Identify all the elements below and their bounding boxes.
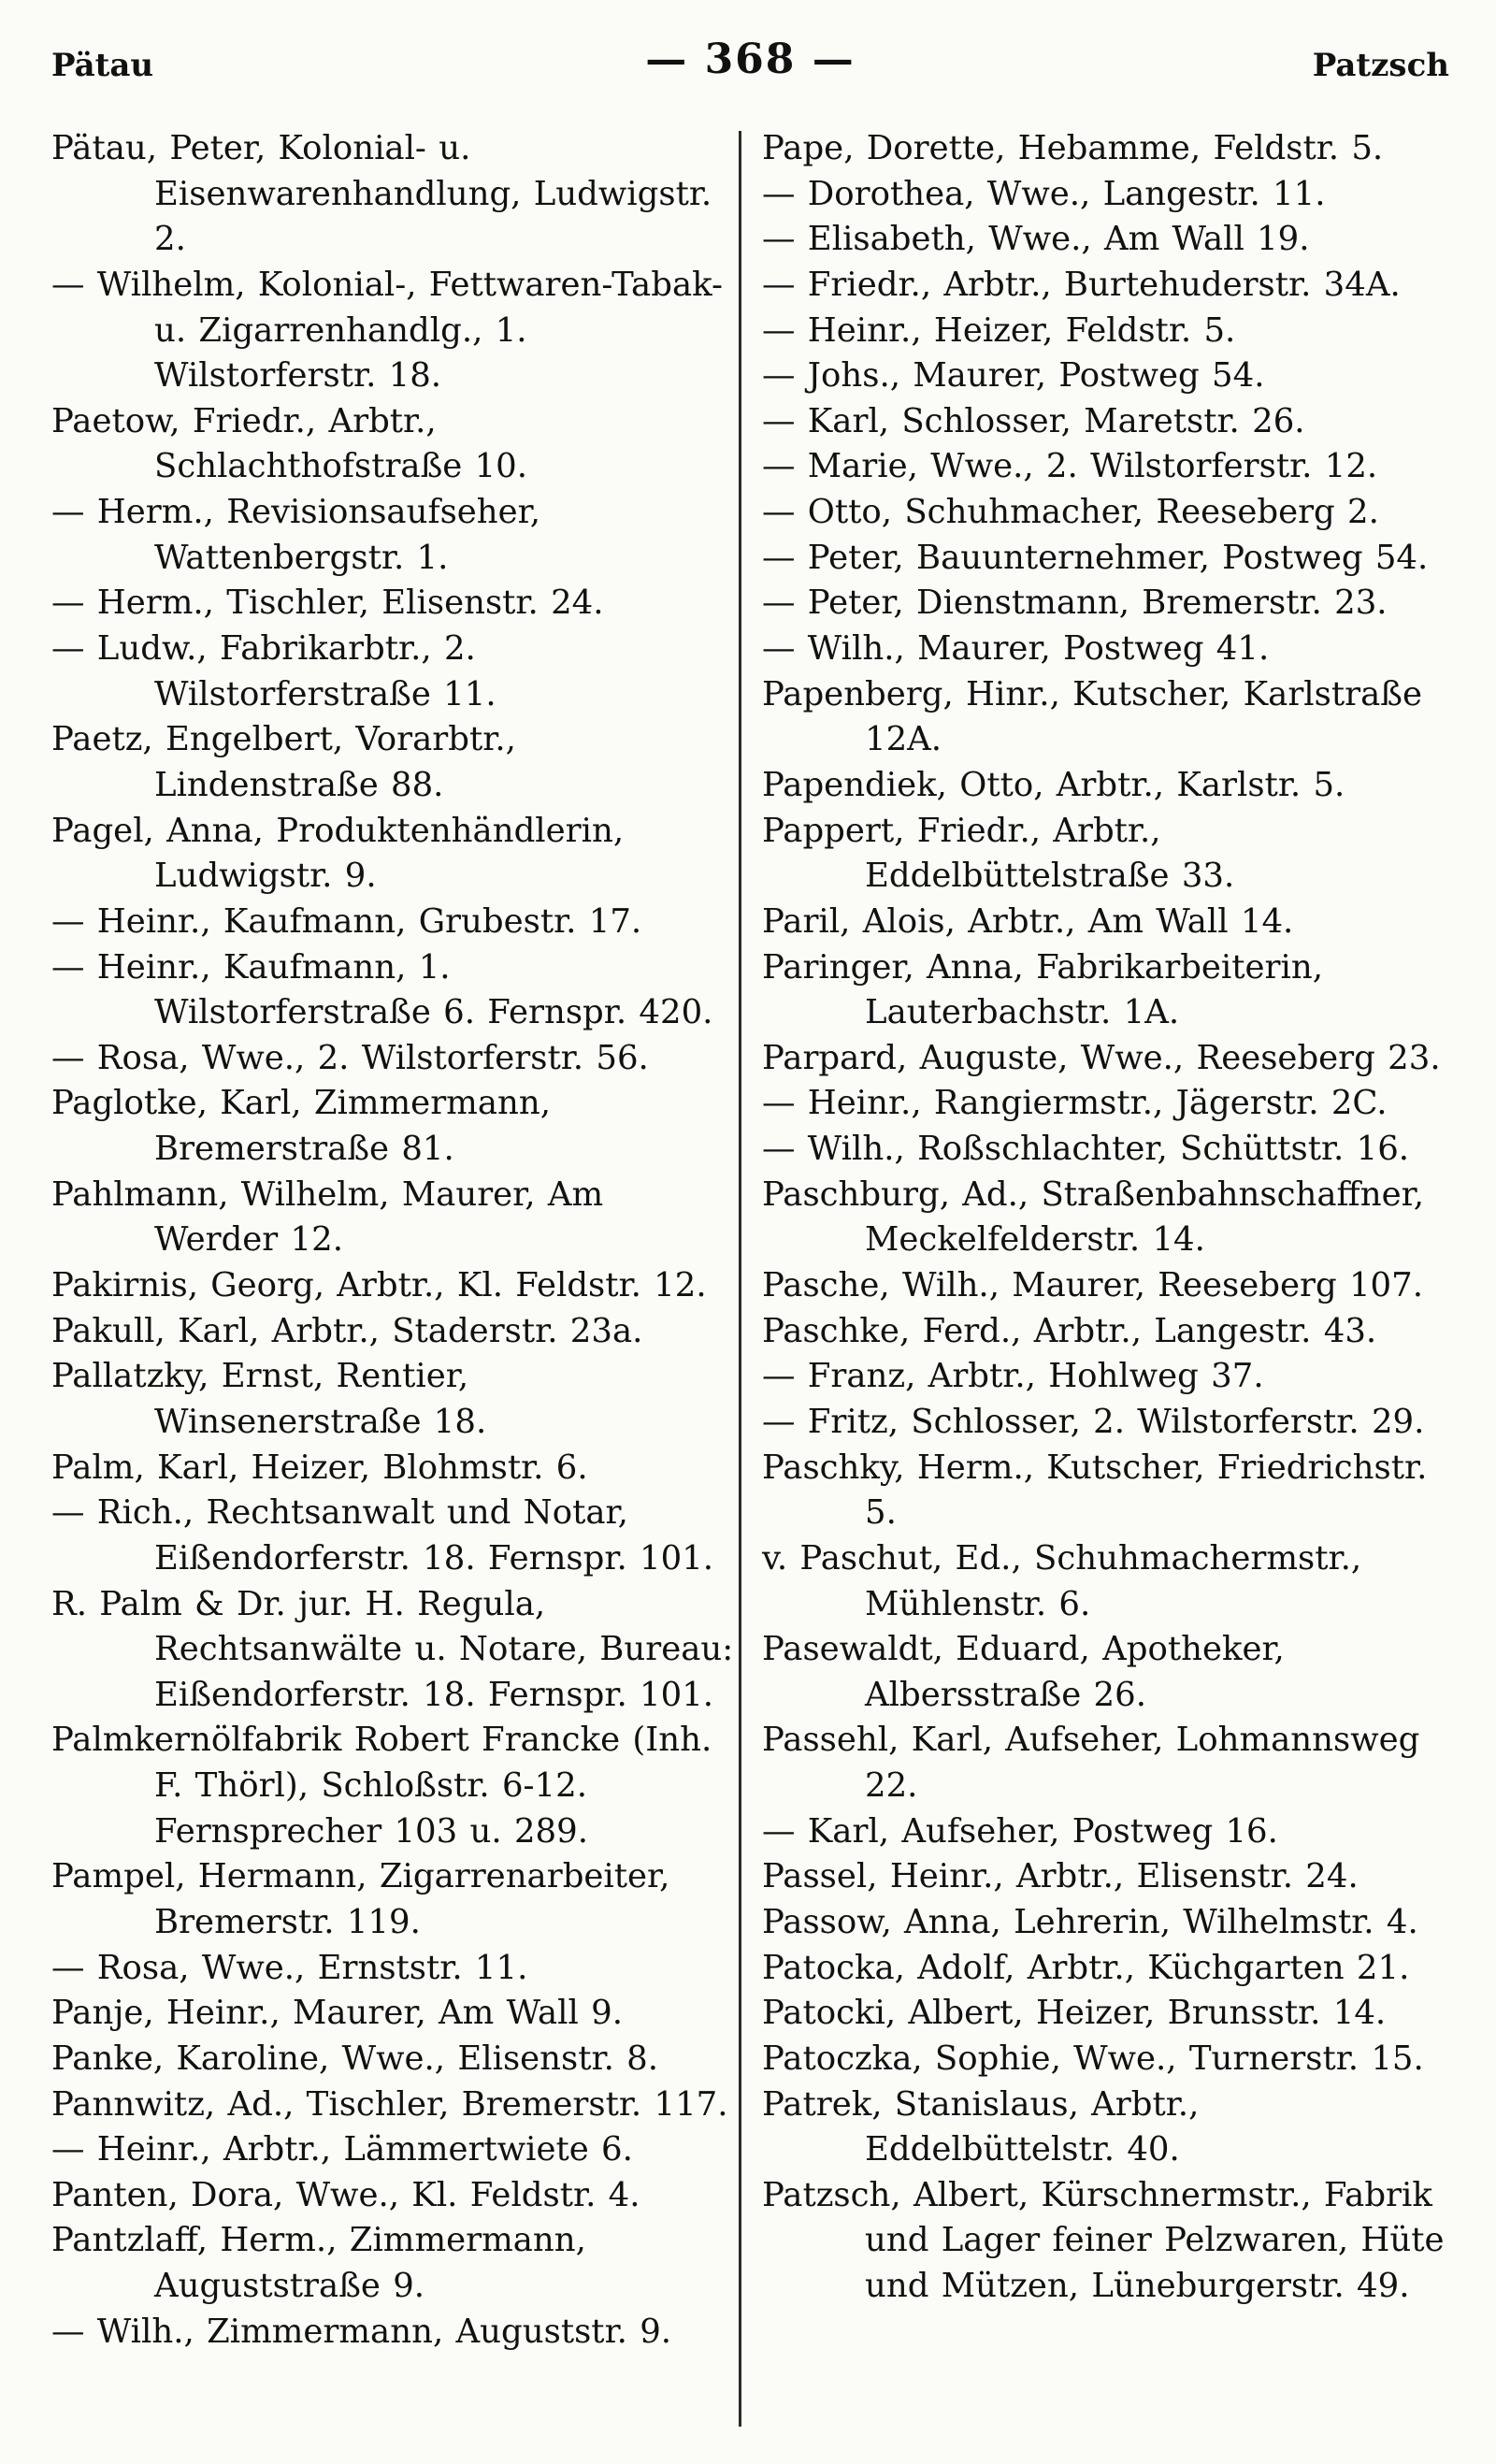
- directory-entry: R. Palm & Dr. jur. H. Regula, Rechtsanwälte u. Notare, Bureau: Eißendorferstr. 18. Fernspr. 101.: [51, 1584, 734, 1714]
- directory-entry: Pakull, Karl, Arbtr., Staderstr. 23a.: [51, 1311, 643, 1350]
- directory-entry: Palm, Karl, Heizer, Blohmstr. 6.: [51, 1448, 588, 1487]
- directory-entry: — Karl, Schlosser, Maretstr. 26.: [762, 401, 1305, 440]
- directory-entry: Paetow, Friedr., Arbtr., Schlachthofstraße 10.: [51, 401, 528, 486]
- directory-entry: Pakirnis, Georg, Arbtr., Kl. Feldstr. 12.: [51, 1266, 707, 1305]
- directory-entry: Pasche, Wilh., Maurer, Reeseberg 107.: [762, 1266, 1424, 1305]
- directory-entry: Pagel, Anna, Produktenhändlerin, Ludwigstr. 9.: [51, 811, 625, 896]
- directory-entry: — Peter, Bauunternehmer, Postweg 54.: [762, 538, 1429, 577]
- directory-entry: Paglotke, Karl, Zimmermann, Bremerstraße 81.: [51, 1084, 552, 1169]
- directory-entry: — Wilh., Roßschlachter, Schüttstr. 16.: [762, 1130, 1410, 1169]
- directory-entry: — Rosa, Wwe., 2. Wilstorferstr. 56.: [51, 1038, 649, 1077]
- header-right-catchword: Patzsch: [1312, 47, 1449, 84]
- directory-entry: Paschke, Ferd., Arbtr., Langestr. 43.: [762, 1311, 1377, 1350]
- directory-entry: — Heinr., Rangiermstr., Jägerstr. 2C.: [762, 1084, 1388, 1123]
- directory-entry: Pappert, Friedr., Arbtr., Eddelbüttelstraße 33.: [762, 811, 1235, 896]
- page-number: — 368 —: [645, 36, 856, 83]
- page-header: [51, 36, 1449, 92]
- directory-entry: — Rosa, Wwe., Ernststr. 11.: [51, 1948, 528, 1987]
- directory-entry: Patocki, Albert, Heizer, Brunsstr. 14.: [762, 1994, 1387, 2033]
- directory-entry: — Franz, Arbtr., Hohlweg 37.: [762, 1357, 1264, 1396]
- directory-entry: Papenberg, Hinr., Kutscher, Karlstraße 12A.: [762, 674, 1422, 759]
- directory-entry: Passow, Anna, Lehrerin, Wilhelmstr. 4.: [762, 1902, 1418, 1941]
- directory-entry: Pannwitz, Ad., Tischler, Bremerstr. 117.: [51, 2084, 728, 2124]
- directory-entry: Paschky, Herm., Kutscher, Friedrichstr. 5.: [762, 1448, 1428, 1533]
- directory-entry: Pahlmann, Wilhelm, Maurer, Am Werder 12.: [51, 1174, 604, 1260]
- directory-entry: Pantzlaff, Herm., Zimmermann, Auguststraße 9.: [51, 2221, 586, 2306]
- directory-entry: — Heinr., Heizer, Feldstr. 5.: [762, 310, 1236, 350]
- directory-entry: Pätau, Peter, Kolonial- u. Eisenwarenhandlung, Ludwigstr. 2.: [51, 129, 712, 259]
- directory-entry: — Johs., Maurer, Postweg 54.: [762, 356, 1265, 396]
- directory-entry: — Rich., Rechtsanwalt und Notar, Eißendorferstr. 18. Fernspr. 101.: [51, 1493, 714, 1578]
- directory-entry: Patrek, Stanislaus, Arbtr., Eddelbüttelstr. 40.: [762, 2084, 1200, 2169]
- directory-entry: Papendiek, Otto, Arbtr., Karlstr. 5.: [762, 765, 1345, 804]
- right-column: [762, 126, 1445, 2310]
- directory-entry: Pasewaldt, Eduard, Apotheker, Albersstraße 26.: [762, 1630, 1285, 1714]
- directory-entry: Paril, Alois, Arbtr., Am Wall 14.: [762, 901, 1294, 941]
- directory-entry: v. Paschut, Ed., Schuhmachermstr., Mühlenstr. 6.: [762, 1538, 1362, 1623]
- directory-entry: Passel, Heinr., Arbtr., Elisenstr. 24.: [762, 1857, 1359, 1896]
- directory-entry: — Herm., Tischler, Elisenstr. 24.: [51, 584, 604, 623]
- directory-entry: Patzsch, Albert, Kürschnermstr., Fabrik und Lager feiner Pelzwaren, Hüte und Mützen, Lüneburgerstr. 49.: [762, 2175, 1445, 2306]
- directory-entry: — Heinr., Kaufmann, 1. Wilstorferstraße 6. Fernspr. 420.: [51, 947, 713, 1032]
- directory-entry: — Elisabeth, Wwe., Am Wall 19.: [762, 220, 1310, 259]
- directory-entry: Palmkernölfabrik Robert Francke (Inh. F. Thörl), Schloßstr. 6-12. Fernsprecher 103 u. 289.: [51, 1721, 712, 1851]
- directory-entry: Pampel, Hermann, Zigarrenarbeiter, Bremerstr. 119.: [51, 1857, 670, 1941]
- directory-entry: — Wilh., Maurer, Postweg 41.: [762, 629, 1270, 669]
- directory-entry: Panten, Dora, Wwe., Kl. Feldstr. 4.: [51, 2175, 640, 2214]
- directory-entry: — Marie, Wwe., 2. Wilstorferstr. 12.: [762, 447, 1378, 486]
- directory-entry: Paringer, Anna, Fabrikarbeiterin, Lauterbachstr. 1A.: [762, 947, 1324, 1032]
- directory-entry: — Peter, Dienstmann, Bremerstr. 23.: [762, 584, 1388, 623]
- directory-entry: — Dorothea, Wwe., Langestr. 11.: [762, 174, 1326, 213]
- directory-entry: Panke, Karoline, Wwe., Elisenstr. 8.: [51, 2039, 659, 2078]
- directory-entry: — Karl, Aufseher, Postweg 16.: [762, 1811, 1278, 1851]
- directory-entry: Passehl, Karl, Aufseher, Lohmannsweg 22.: [762, 1721, 1420, 1806]
- directory-entry: — Wilh., Zimmermann, Auguststr. 9.: [51, 2312, 672, 2351]
- directory-entry: — Herm., Revisionsaufseher, Wattenbergstr. 1.: [51, 493, 541, 577]
- left-column: [51, 126, 734, 2355]
- directory-entry: Patoczka, Sophie, Wwe., Turnerstr. 15.: [762, 2039, 1424, 2078]
- directory-entry: — Heinr., Kaufmann, Grubestr. 17.: [51, 901, 642, 941]
- directory-entry: — Heinr., Arbtr., Lämmertwiete 6.: [51, 2130, 633, 2169]
- directory-entry: — Ludw., Fabrikarbtr., 2. Wilstorferstraße 11.: [51, 629, 496, 713]
- directory-entry: Parpard, Auguste, Wwe., Reeseberg 23.: [762, 1038, 1441, 1077]
- directory-entry: Paetz, Engelbert, Vorarbtr., Lindenstraße 88.: [51, 720, 516, 804]
- directory-entry: Pallatzky, Ernst, Rentier, Winsenerstraße 18.: [51, 1357, 487, 1441]
- directory-entry: — Friedr., Arbtr., Burtehuderstr. 34A.: [762, 265, 1401, 304]
- directory-entry: Patocka, Adolf, Arbtr., Küchgarten 21.: [762, 1948, 1410, 1987]
- header-left-catchword: Pätau: [51, 47, 154, 84]
- directory-entry: — Fritz, Schlosser, 2. Wilstorferstr. 29.: [762, 1402, 1425, 1441]
- directory-entry: Paschburg, Ad., Straßenbahnschaffner, Meckelfelderstr. 14.: [762, 1174, 1424, 1260]
- directory-entry: — Wilhelm, Kolonial-, Fettwaren-Tabak- u. Zigarrenhandlg., 1. Wilstorferstr. 18.: [51, 265, 723, 396]
- directory-entry: Panje, Heinr., Maurer, Am Wall 9.: [51, 1994, 624, 2033]
- column-divider: [739, 131, 741, 2427]
- directory-entry: Pape, Dorette, Hebamme, Feldstr. 5.: [762, 129, 1384, 167]
- directory-entry: — Otto, Schuhmacher, Reeseberg 2.: [762, 493, 1379, 532]
